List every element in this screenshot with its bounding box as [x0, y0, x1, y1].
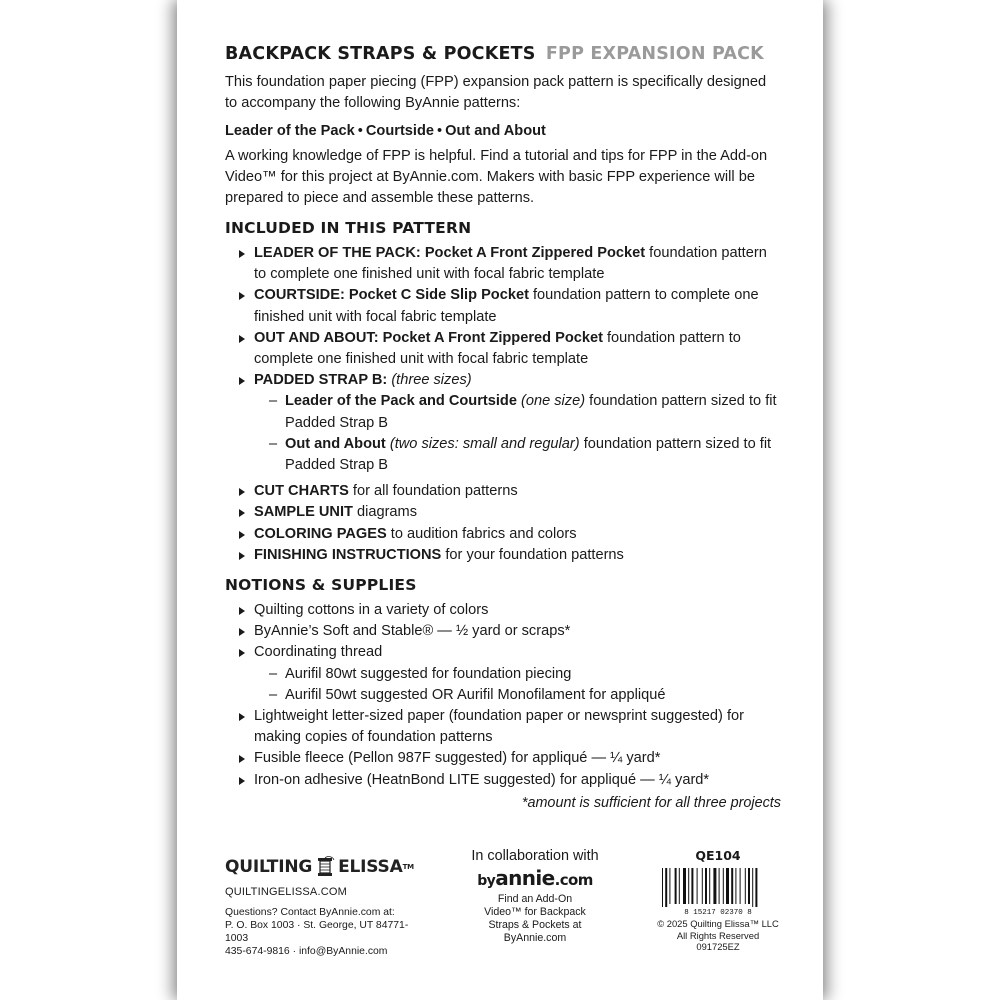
cover-content: [225, 44, 781, 811]
contact-line: Questions? Contact ByAnnie.com at:: [225, 907, 395, 918]
quilting-elissa-block: [225, 856, 425, 958]
item-bold: Pocket A Front Zippered Pocket: [382, 329, 603, 346]
collab-line: Find an Add-On: [497, 893, 573, 905]
barcode-bar: [675, 868, 677, 904]
amount-note: *amount is sufficient for all three projects: [521, 794, 781, 811]
barcode-bar: [740, 868, 741, 904]
item-bold: Pocket C Side Slip Pocket: [348, 287, 529, 304]
item-bold: SAMPLE UNIT: [254, 504, 353, 521]
quilting-elissa-logo: [225, 856, 425, 878]
notions-list: [225, 600, 781, 791]
strap-sublist: [254, 391, 781, 476]
item-bold: FINISHING INSTRUCTIONS: [254, 546, 442, 563]
barcode-bar: [731, 868, 733, 904]
barcode-bar: [745, 868, 746, 904]
list-item: Fusible fleece (Pellon 987F suggested) for appliqué — ¼ yard*: [237, 748, 781, 769]
item-bold: COLORING PAGES: [254, 525, 387, 542]
list-item: Quilting cottons in a variety of colors: [237, 600, 781, 621]
fpp-knowledge-paragraph: A working knowledge of FPP is helpful. Find a tutorial and tips for FPP in the Add-on Video™ for this project at ByAnnie.com. Makers with basic FPP experience will be prepared to piece and assemble these patterns.: [225, 148, 768, 206]
item-text: foundation pattern sized to fit Padded Strap B: [285, 393, 777, 431]
item-bold: CUT CHARTS: [254, 483, 349, 500]
logo-annie: annie: [495, 866, 555, 890]
barcode-bar: [702, 868, 703, 904]
intro-paragraph: This foundation paper piecing (FPP) expansion pack pattern is specifically designed to accompany the following ByAnnie patterns:: [225, 74, 767, 111]
pattern-title: Leader of the Pack: [225, 123, 355, 139]
barcode-bar: [713, 868, 716, 904]
item-bold: Pocket A Front Zippered Pocket: [424, 245, 646, 261]
item-text: foundation pattern to complete one finished unit with focal fabric template: [254, 245, 767, 283]
item-text: foundation pattern to complete one finished unit with focal fabric template: [254, 287, 759, 325]
pattern-titles: [225, 123, 781, 139]
copyright-line: © 2025 Quilting Elissa™ LLC: [657, 918, 779, 929]
item-text: to audition fabrics and colors: [390, 525, 577, 542]
included-heading: INCLUDED IN THIS PATTERN: [225, 219, 472, 237]
sku-barcode-block: [655, 848, 781, 953]
barcode-icon: [658, 866, 778, 916]
item-italic: (two sizes: small and regular): [389, 435, 580, 452]
barcode-bar: [755, 868, 757, 907]
list-item: Lightweight letter-sized paper (foundation paper or newsprint suggested) for making copies of foundation patterns: [237, 706, 781, 748]
sub-list-item: [269, 434, 781, 476]
barcode-number: 8 15217 02370 8: [684, 909, 752, 916]
copyright-line: All Rights Reserved: [676, 929, 760, 941]
sku-code: QE104: [695, 848, 741, 863]
logo-by: by: [477, 873, 496, 889]
logo-text-b: ELISSA: [338, 857, 403, 877]
included-list: [225, 243, 781, 566]
barcode-bar: [662, 868, 663, 907]
collab-heading: In collaboration with: [471, 848, 599, 864]
item-label: LEADER OF THE PACK:: [254, 245, 421, 261]
footer: [225, 848, 781, 968]
item-text: diagrams: [356, 504, 418, 521]
addon-video-note: [455, 893, 615, 945]
sub-list-item: – Aurifil 50wt suggested OR Aurifil Monofilament for appliqué: [269, 685, 781, 706]
pattern-title: Courtside: [365, 123, 434, 139]
collab-line: Straps & Pockets at: [488, 919, 582, 931]
item-text: for your foundation patterns: [445, 546, 624, 563]
item-text: Coordinating thread: [254, 644, 383, 661]
barcode-bar: [748, 868, 750, 904]
barcode-bar: [726, 868, 729, 904]
item-text: foundation pattern sized to fit Padded Strap B: [285, 435, 772, 474]
item-label: COURTSIDE:: [254, 287, 345, 304]
contact-info: [225, 906, 425, 958]
list-item: Iron-on adhesive (HeatnBond LITE suggested) for appliqué — ¼ yard*: [237, 770, 781, 791]
copyright-line: 091725EZ: [696, 941, 740, 952]
barcode-bar: [709, 868, 710, 904]
item-text: for all foundation patterns: [352, 483, 518, 500]
item-bold: Leader of the Pack and Courtside: [285, 393, 517, 410]
barcode-bar: [669, 868, 670, 904]
byannie-logo: [455, 866, 615, 890]
item-italic: (one size): [521, 393, 586, 410]
page-title: [225, 44, 781, 64]
barcode-bar: [705, 868, 707, 904]
list-item: [237, 370, 781, 476]
item-italic: (three sizes): [391, 372, 472, 389]
barcode-bar: [679, 868, 680, 904]
logo-trademark: TM: [402, 863, 414, 871]
list-item: [237, 545, 781, 566]
copyright: [655, 918, 781, 953]
barcode-bar: [691, 868, 693, 904]
list-item: [237, 243, 781, 285]
separator: •: [357, 123, 363, 139]
item-label: OUT AND ABOUT:: [254, 329, 379, 346]
barcode-bar: [719, 868, 720, 904]
collab-line: Video™ for Backpack: [484, 906, 586, 918]
list-item: [237, 285, 781, 327]
notions-heading: NOTIONS & SUPPLIES: [225, 576, 417, 595]
list-item: [237, 524, 781, 545]
contact-line: 435-674-9816 · info@ByAnnie.com: [225, 946, 388, 957]
sub-list-item: – Aurifil 80wt suggested for foundation piecing: [269, 664, 781, 685]
pattern-back-cover: [177, 0, 823, 1000]
barcode-bar: [723, 868, 724, 904]
list-item: ByAnnie’s Soft and Stable® — ½ yard or scraps*: [237, 621, 781, 642]
sub-list-item: [269, 391, 781, 433]
title-subtitle: FPP EXPANSION PACK: [545, 44, 764, 64]
collaboration-block: [455, 848, 615, 945]
list-item: [237, 328, 781, 370]
pattern-title: Out and About: [445, 123, 546, 139]
contact-line: P. O. Box 1003 · St. George, UT 84771-1003: [225, 920, 409, 944]
logo-text-a: QUILTING: [225, 857, 313, 877]
collab-line: ByAnnie.com: [503, 932, 567, 944]
separator: •: [437, 123, 443, 139]
item-label: PADDED STRAP B:: [254, 372, 388, 389]
thread-spool-icon: [314, 856, 336, 878]
title-main: BACKPACK STRAPS & POCKETS: [225, 44, 536, 64]
barcode-bar: [688, 868, 689, 904]
barcode-bar: [683, 868, 686, 904]
barcode-bar: [735, 868, 736, 904]
barcode-bar: [697, 868, 698, 904]
item-bold: Out and About: [285, 435, 386, 452]
website-link[interactable]: QUILTINGELISSA.COM: [225, 886, 347, 898]
barcode-bar: [665, 868, 667, 907]
list-item: [237, 642, 781, 706]
thread-sublist: [254, 664, 781, 706]
item-text: foundation pattern to complete one finished unit with focal fabric template: [254, 329, 741, 368]
list-item: [237, 481, 781, 502]
list-item: [237, 502, 781, 523]
barcode-bar: [752, 868, 753, 907]
logo-com: .com: [554, 871, 593, 889]
